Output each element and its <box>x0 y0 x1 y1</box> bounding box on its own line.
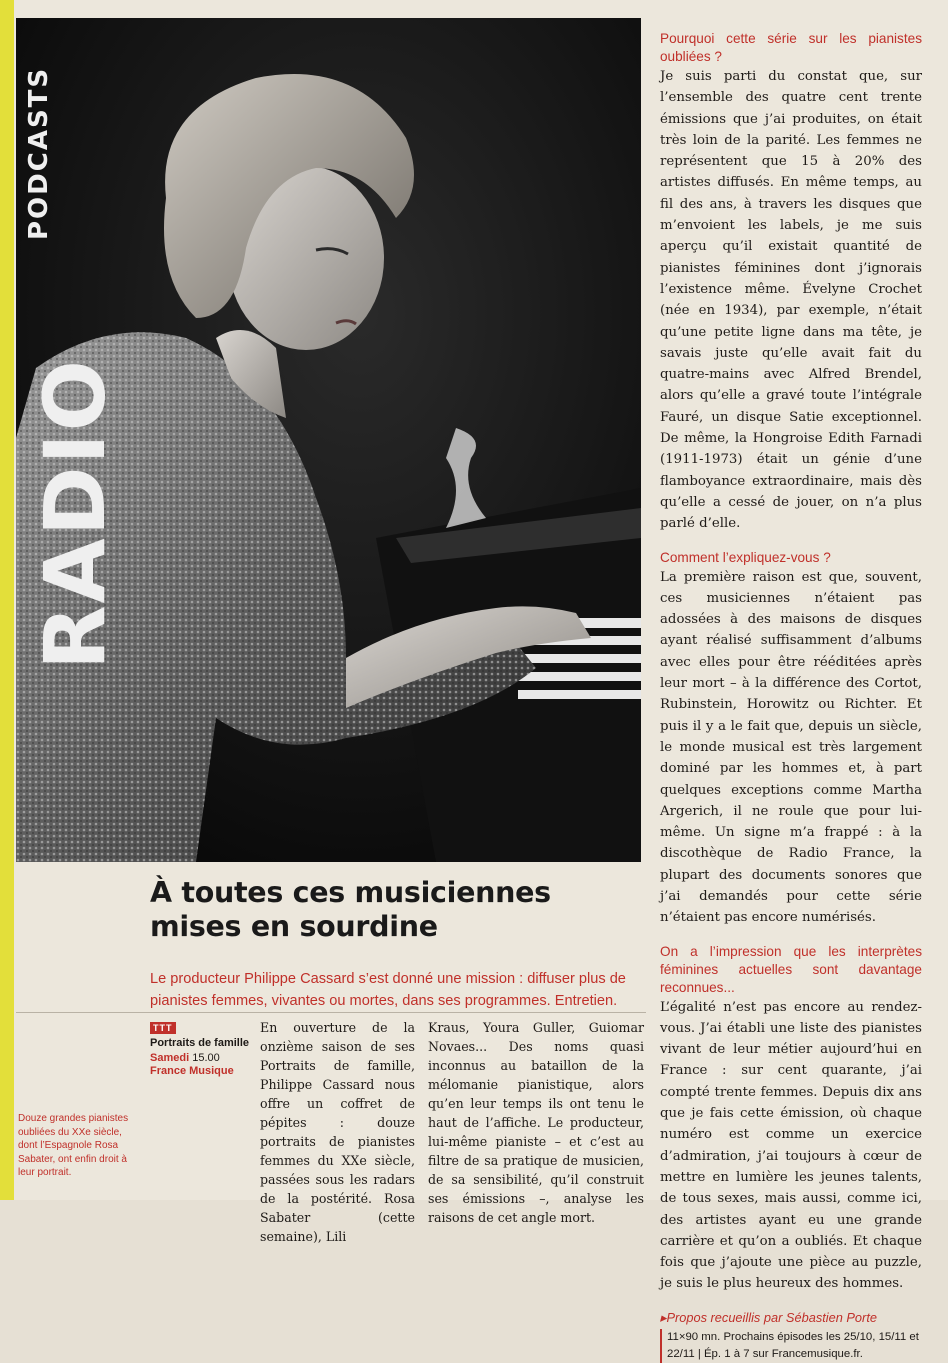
question-1: Pourquoi cette série sur les pianistes oubliées ? <box>660 31 922 64</box>
headline-line-2: mises en sourdine <box>150 910 438 943</box>
episode-info: 11×90 mn. Prochains épisodes les 25/10, 15/11 et 22/11 | Ép. 1 à 7 sur Francemusique.fr. <box>660 1329 922 1363</box>
intro-column-2 <box>428 1018 644 1227</box>
program-day: Samedi <box>150 1052 190 1064</box>
question-3: On a l’impression que les interprètes féminines actuelles sont davantage reconnues... <box>660 943 922 995</box>
headline <box>150 876 640 944</box>
program-box <box>150 1022 250 1078</box>
program-time: 15.00 <box>192 1052 220 1064</box>
program-station: France Musique <box>150 1065 234 1077</box>
signature-text: Propos recueillis par Sébastien Porte <box>666 1309 877 1325</box>
program-title: Portraits de famille <box>150 1037 250 1049</box>
rating-badge: TTT <box>150 1022 176 1034</box>
lede: Le producteur Philippe Cassard s’est donné une mission : diffuser plus de pianistes femmes, vivantes ou mortes, dans ses programmes. Entretien. <box>150 971 626 1009</box>
program-schedule <box>150 1052 250 1065</box>
intro-text-1: En ouverture de la onzième saison de ses Portraits de famille, Philippe Cassard nous offre un coffret de pépites : douze portraits de pianistes femmes du XXe siècle, passées sous les radars de la postérité. Rosa Sabater (cette semaine), Lili <box>260 1020 415 1244</box>
answer-2: La première raison est que, souvent, ces musiciennes n’étaient pas adossées à des maisons de disques ayant réalisé suffisamment d’albums avec elles pour être rééditées après leur mort – à la différence des Cortot, Rubinstein, Horowitz ou Richter. Et puis il y a le fait que, depuis un siècle, le monde musical est très largement dominé par les hommes et, à part quelques exceptions comme Martha Argerich, il ne roule que pour lui-même. Un signe m’a frappé : à la discothèque de Radio France, la plupart des documents sonores que j’ai demandés pour cette série n’étaient pas encore numérisés. <box>660 569 922 926</box>
interview-column <box>660 30 922 1363</box>
divider <box>16 1012 646 1013</box>
signature: ▸Propos recueillis par Sébastien Porte <box>660 1309 877 1325</box>
yellow-edge-strip <box>0 0 14 1200</box>
answer-3: L’égalité n’est pas encore au rendez-vous. J’ai établi une liste des pianistes vivant de leur métier aujourd’hui en France : sur cent quarante, j’ai compté trente femmes. Depuis dix ans que je fais cette émission, où chaque numéro est comme un exercice d’admiration, j’ai toujours à cœur de mettre en lumière les jeunes talents, de tous sexes, mais aussi, comme ici, des artistes ayant eu une grande carrière et qu’on a oubliés. Et chaque fois que j’ajoute une pièce au puzzle, je suis le plus heureux des hommes. <box>660 999 922 1292</box>
question-2: Comment l’expliquez-vous ? <box>660 549 831 565</box>
photo-caption: Douze grandes pianistes oubliées du XXe siècle, dont l’Espagnole Rosa Sabater, ont enfin droit à leur portrait. <box>18 1113 129 1178</box>
intro-column-1 <box>260 1018 415 1246</box>
intro-text-2: Kraus, Youra Guller, Guiomar Novaes... Des noms quasi inconnus au bataillon de la mélomanie pianistique, alors qu’en leur temps ils ont tenu le haut de l’affiche. Le producteur, lui-même pianiste – et c’est au filtre de sa pratique de musicien, de sa sensibilité, qu’il construit ses émissions –, analyse les raisons de cet angle mort. <box>428 1020 644 1225</box>
section-title: RADIO <box>26 357 124 670</box>
headline-line-1: À toutes ces musiciennes <box>150 876 551 909</box>
section-subtitle: PODCASTS <box>24 66 54 240</box>
answer-1: Je suis parti du constat que, sur l’ensemble des quatre cent trente émissions que j’ai produites, on était très loin de la parité. Les femmes ne représentent que 15 à 20% des artistes diffusés. En même temps, au fil des ans, à travers les disques que m’envoient les labels, je me suis aperçu qu’il existait quantité de pianistes féminines dont j’ignorais l’existence même. Évelyne Crochet (née en 1934), par exemple, n’était qu’une petite ligne dans ma tête, je savais juste qu’elle avait fait du quatre-mains avec Alfred Brendel, alors qu’elle a gravé toute l’intégrale Fauré, un disque Satie exceptionnel. De même, la Hongroise Edith Farnadi (1911-1973) était un génie d’une flamboyance extraordinaire, mais dès qu’elle a cessé de jouer, on n’a plus parlé d’elle. <box>660 69 922 532</box>
